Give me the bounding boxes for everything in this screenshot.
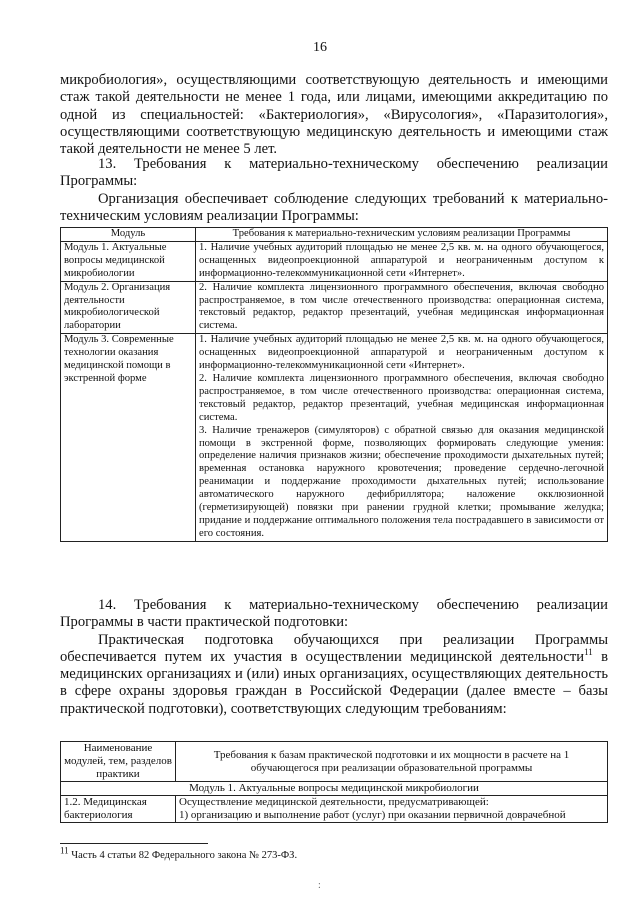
requirement-item: 2. Наличие комплекта лицензионного программного обеспечения, включая свободно распространяемое, в том числе отечественного производства: операционная система, текстовый редактор, редактор презентаций, учебная медицинская информационная система. xyxy=(199,372,604,423)
table-row xyxy=(61,281,608,334)
footnote xyxy=(60,845,298,861)
requirement-item: 1. Наличие учебных аудиторий площадью не менее 2,5 кв. м. на одного обучающегося, оснащенных видеопроекционной аппаратурой и неограниченным доступом к информационно-телекоммуникационной сети «Интернет». xyxy=(199,334,604,372)
header-requirements: Требования к материально-техническим условиям реализации Программы xyxy=(196,228,608,242)
requirements-table-2 xyxy=(60,741,608,823)
requirement-item: 2. Наличие комплекта лицензионного программного обеспечения, включая свободно распространяемое, в том числе отечественного производства: операционная система, текстовый редактор, редактор презентаций, учебная медицинская информационная система. xyxy=(199,281,604,332)
intro-block xyxy=(60,72,608,158)
practical-bases-table xyxy=(60,741,608,823)
requirements-table-1 xyxy=(60,227,608,542)
page-number: 16 xyxy=(313,40,327,55)
table-header-row xyxy=(61,228,608,242)
requirement-item: 1. Наличие учебных аудиторий площадью не менее 2,5 кв. м. на одного обучающегося, оснащенных видеопроекционной аппаратурой и неограниченным доступом к информационно-телекоммуникационной сети «Интернет». xyxy=(199,241,604,279)
requirements-cell xyxy=(196,334,608,542)
requirement-line: Осуществление медицинской деятельности, предусматривающей: xyxy=(179,796,489,808)
section-14 xyxy=(60,597,608,718)
requirement-line: 1) организацию и выполнение работ (услуг) при оказании первичной доврачебной xyxy=(179,809,566,821)
requirement-item: 3. Наличие тренажеров (симуляторов) с обратной связью для оказания медицинской помощи в экстренной форме, позволяющих формировать следующие умения: определение наличия признаков жизни; обеспечение проходимости дыхательных путей; временная остановка наружного кровотечения; проведение сердечно-легочной реанимации и поддержание проходимости дыхательных путей; использование автоматического наружного дефибриллятора; наложение окклюзионной (герметизирующей) повязки при ранении грудной клетки; промывание желудка; придание и поддержание оптимального положения тела пострадавшего в зависимости от его состояния. xyxy=(199,424,604,539)
footnote-divider xyxy=(60,843,208,844)
module-cell: Модуль 1. Актуальные вопросы медицинской микробиологии xyxy=(61,241,196,281)
module-title-cell: Модуль 1. Актуальные вопросы медицинской микробиологии xyxy=(61,782,608,796)
bottom-mark: : xyxy=(318,880,321,891)
footnote-reference: 11 xyxy=(584,647,593,658)
intro-paragraph: микробиология», осуществляющими соответствующую деятельность и имеющими стаж такой деятельности не менее 1 года, или лицами, имеющими аккредитацию по одной из специальностей: «Бактериология», «Вирусология», «Паразитология», осуществляющими соответствующую медицинскую деятельность и имеющими стаж такой деятельности не менее 5 лет. xyxy=(60,72,608,158)
section-13-text: Организация обеспечивает соблюдение следующих требований к материально-техническим условиям реализации Программы: xyxy=(60,190,608,224)
table-row xyxy=(61,796,608,823)
module-cell: Модуль 3. Современные технологии оказания медицинской помощи в экстренной форме xyxy=(61,334,196,542)
header-base-requirements: Требования к базам практической подготовки и их мощности в расчете на 1 обучающегося при реализации образовательной программы xyxy=(176,742,608,782)
requirements-cell xyxy=(196,241,608,281)
section-14-text-part1: Практическая подготовка обучающихся при реализации Программы обеспечивается путем их участия в осуществлении медицинской деятельности xyxy=(60,631,608,665)
section-13-heading: 13. Требования к материально-техническому обеспечению реализации Программы: xyxy=(60,156,608,190)
section-14-text-part2: в медицинских организациях и (или) иных организациях, осуществляющих деятельность в сфере охраны здоровья граждан в Российской Федерации (далее вместе – базы практической подготовки), соответствующих следующим требованиям: xyxy=(60,648,608,717)
header-module: Модуль xyxy=(61,228,196,242)
section-14-heading: 14. Требования к материально-техническому обеспечению реализации Программы в части практической подготовки: xyxy=(60,597,608,631)
footnote-text: Часть 4 статьи 82 Федерального закона № 273-ФЗ. xyxy=(68,850,298,861)
footnote-number: 11 xyxy=(60,845,69,856)
table-header-row xyxy=(61,742,608,782)
material-requirements-table xyxy=(60,227,608,542)
section-14-text xyxy=(60,632,608,718)
module-cell: Модуль 2. Организация деятельности микробиологической лаборатории xyxy=(61,281,196,334)
header-module-name: Наименование модулей, тем, разделов практики xyxy=(61,742,176,782)
section-13 xyxy=(60,156,608,225)
requirements-cell xyxy=(176,796,608,823)
topic-cell: 1.2. Медицинская бактериология xyxy=(61,796,176,823)
table-row xyxy=(61,241,608,281)
table-row xyxy=(61,334,608,542)
table-module-row xyxy=(61,782,608,796)
requirements-cell xyxy=(196,281,608,334)
